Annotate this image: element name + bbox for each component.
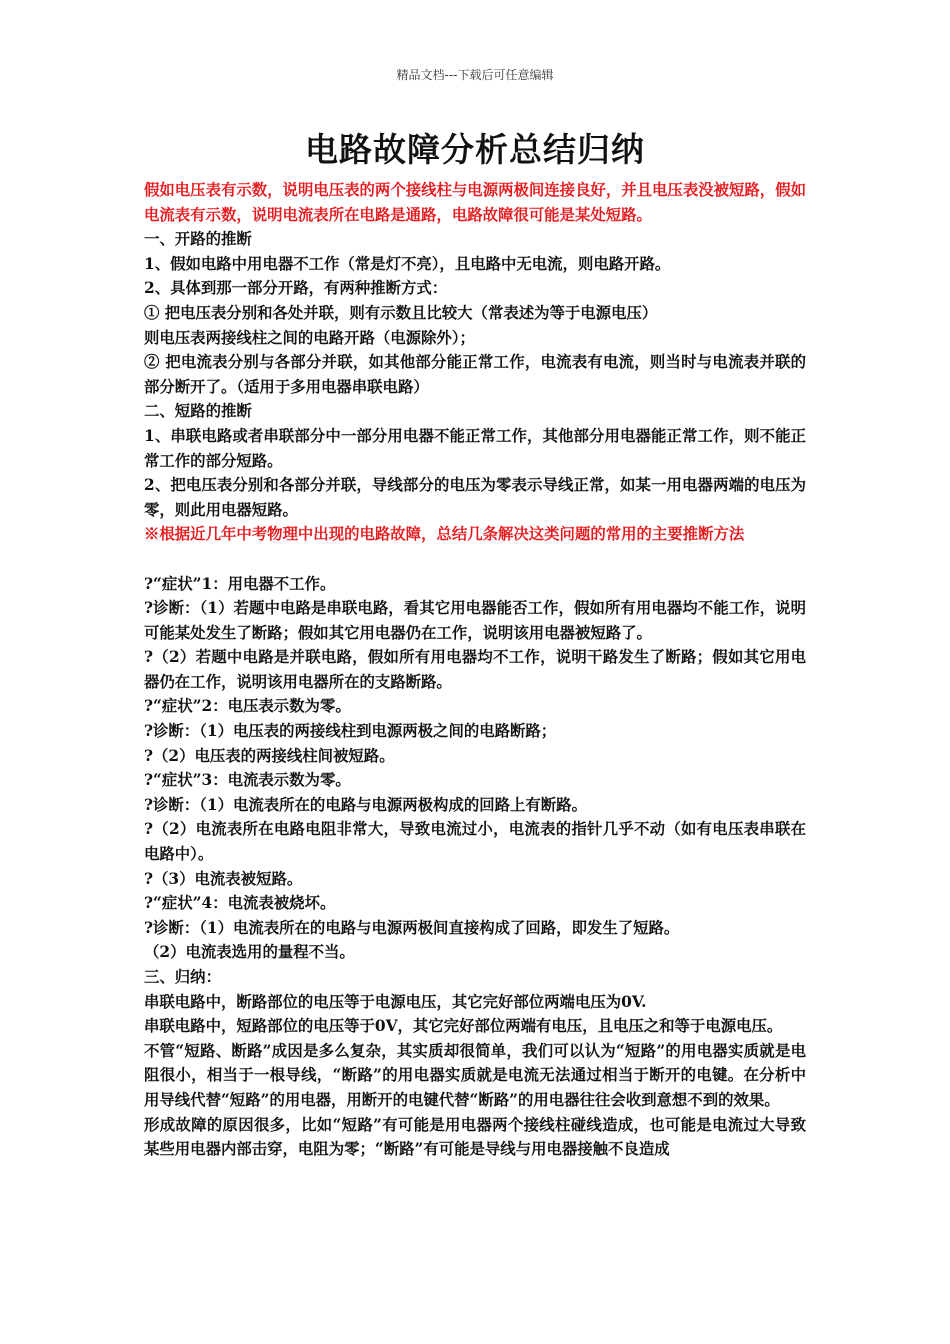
paragraph: 不管“短路、断路”成因是多么复杂，其实质却很简单，我们可以认为“短路”的用电器实质就是电阻很小，相当于一根导线，“断路”的用电器实质就是电流无法通过相当于断开的电键。在分析中用导线代替“短路”的用电器，用断开的电键代替“断路”的用电器往往会收到意想不到的效果。 <box>144 1041 806 1109</box>
paragraph: 1、串联电路或者串联部分中一部分用电器不能正常工作，其他部分用电器能正常工作，则不能正常工作的部分短路。 <box>144 426 806 470</box>
paragraph: 形成故障的原因很多，比如“短路”有可能是用电器两个接线柱碰线造成，也可能是电流过大导致某些用电器内部击穿，电阻为零；“断路”有可能是导线与用电器接触不良造成 <box>144 1115 806 1159</box>
paragraph: ?诊断：（1）电流表所在的电路与电源两极间直接构成了回路，即发生了短路。 <box>144 918 680 937</box>
paragraph: ?“症状”2：电压表示数为零。 <box>144 697 351 716</box>
paragraph: 二、短路的推断 <box>144 402 252 421</box>
paragraph: 假如电压表有示数，说明电压表的两个接线柱与电源两极间连接良好，并且电压表没被短路，假如电流表有示数，说明电流表所在电路是通路，电路故障很可能是某处短路。 <box>144 181 806 224</box>
paragraph: 2、具体到那一部分开路，有两种推断方式： <box>144 279 448 298</box>
paragraph: ?诊断：（1）若题中电路是串联电路，看其它用电器能否工作，假如所有用电器均不能工作，说明可能某处发生了断路；假如其它用电器仍在工作，说明该用电器被短路了。 <box>144 599 806 642</box>
paragraph: ?（2）电压表的两接线柱间被短路。 <box>144 746 395 765</box>
paragraph: 串联电路中，短路部位的电压等于0V，其它完好部位两端有电压，且电压之和等于电源电压。 <box>144 1017 783 1036</box>
blank-line <box>144 547 806 572</box>
paragraph: （2）电流表选用的量程不当。 <box>144 943 355 962</box>
paragraph: 一、开路的推断 <box>144 230 252 249</box>
header-note: 精品文档---下载后可任意编辑 <box>396 68 554 82</box>
paragraph: ?“症状”3：电流表示数为零。 <box>144 771 351 790</box>
paragraph: ?（2）电流表所在电路电阻非常大，导致电流过小，电流表的指针几乎不动（如有电压表串联在电路中）。 <box>144 820 806 864</box>
paragraph: ?“症状”4：电流表被烧坏。 <box>144 894 336 913</box>
paragraph: ?诊断：（1）电压表的两接线柱到电源两极之间的电路断路； <box>144 722 557 741</box>
paragraph: 串联电路中，断路部位的电压等于电源电压，其它完好部位两端电压为0V. <box>144 992 647 1011</box>
paragraph: 三、归纳： <box>144 968 221 986</box>
paragraph: ※根据近几年中考物理中出现的电路故障，总结几条解决这类问题的常用的主要推断方法 <box>144 525 745 544</box>
paragraph: ?（2）若题中电路是并联电路，假如所有用电器均不工作，说明干路发生了断路；假如其它用电器仍在工作，说明该用电器所在的支路断路。 <box>144 648 806 691</box>
paragraph: ?诊断：（1）电流表所在的电路与电源两极构成的回路上有断路。 <box>144 795 587 814</box>
paragraph: ① 把电压表分别和各处并联，则有示数且比较大（常表述为等于电源电压） <box>144 303 658 322</box>
document-body <box>144 178 806 1162</box>
paragraph: ?“症状”1：用电器不工作。 <box>144 574 336 593</box>
document-title: 电路故障分析总结归纳 <box>305 130 645 169</box>
paragraph: 则电压表两接线柱之间的电路开路（电源除外）； <box>144 328 475 347</box>
paragraph: 1、假如电路中用电器不工作（常是灯不亮），且电路中无电流，则电路开路。 <box>144 254 671 273</box>
paragraph: 2、把电压表分别和各部分并联，导线部分的电压为零表示导线正常，如某一用电器两端的电压为零，则此用电器短路。 <box>144 476 806 519</box>
paragraph: ?（3）电流表被短路。 <box>144 869 303 888</box>
paragraph: ② 把电流表分别与各部分并联，如其他部分能正常工作，电流表有电流，则当时与电流表并联的部分断开了。（适用于多用电器串联电路） <box>144 353 806 396</box>
